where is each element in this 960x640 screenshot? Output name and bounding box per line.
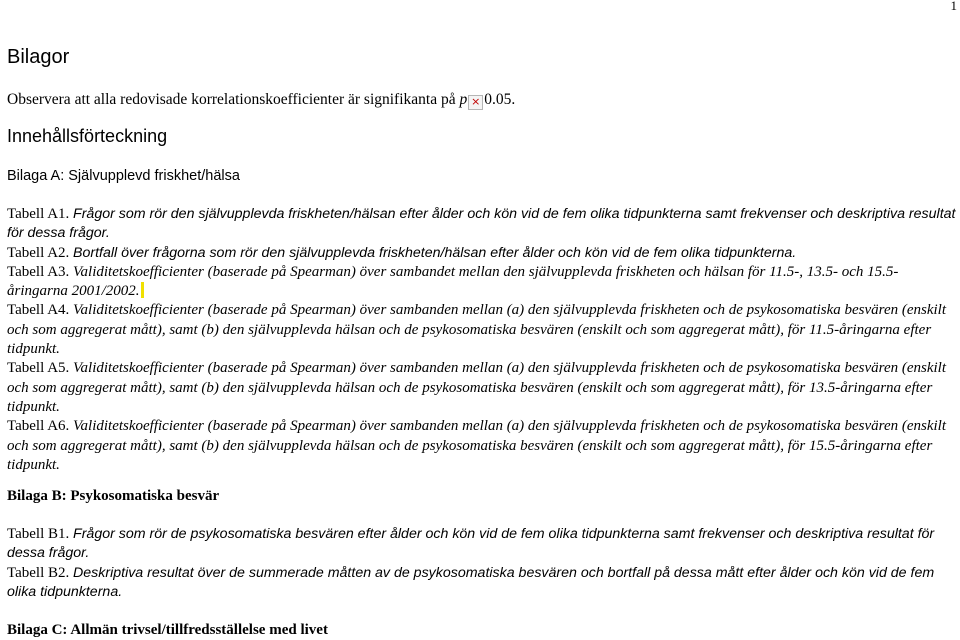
entry-text: Frågor som rör de psykosomatiska besvären efter ålder och kön vid de fem olika tidpunkterna samt frekvenser och deskriptiva resultat för dessa frågor. (7, 526, 935, 562)
toc-heading: Innehållsförteckning (7, 126, 168, 146)
toc-entry-a2[interactable] (7, 244, 959, 263)
entry-label: Tabell A5. (7, 360, 74, 377)
toc-entry-a6[interactable] (7, 417, 959, 475)
note-variable: p (459, 91, 468, 108)
toc-entry-a1[interactable] (7, 205, 959, 244)
entry-label: Tabell B2. (7, 564, 74, 581)
page-number: 1 (950, 0, 957, 13)
entry-text: Deskriptiva resultat över de summerade måtten av de psykosomatiska besvären och bortfall på dessa mått efter ålder och kön vid de fem olika tidpunkterna. (7, 564, 935, 600)
section-title-a: Bilaga A: Självupplevd friskhet/hälsa (7, 168, 240, 184)
entry-label: Tabell A3. (7, 263, 74, 280)
section-title-b: Bilaga B: Psykosomatiska besvär (7, 488, 220, 504)
toc-entry-a5[interactable] (7, 359, 959, 417)
note-text: Observera att alla redovisade korrelationskoefficienter är signifikanta på (7, 91, 460, 108)
toc-entry-a3[interactable] (7, 263, 959, 302)
entry-text: Validitetskoefficienter (baserade på Spearman) över sambanden mellan (a) den självupplevda friskheten och de psykosomatiska besvären (enskilt och som aggregerat mått), samt (b) den självupplevda hälsan och de psykosomatiska besvären (enskilt och som aggregerat mått), för 11.5-åringarna efter tidpunkt. (7, 302, 947, 358)
entry-text: Frågor som rör den självupplevda friskheten/hälsan efter ålder och kön vid de fem olika tidpunkterna samt frekvenser och deskriptiva resultat för dessa frågor. (7, 206, 956, 242)
page-heading: Bilagor (7, 46, 70, 68)
entry-label: Tabell B1. (7, 526, 74, 542)
broken-image-icon: × (468, 95, 483, 110)
entry-text: Validitetskoefficienter (baserade på Spearman) över sambanden mellan (a) den självupplevda friskheten och de psykosomatiska besvären (enskilt och som aggregerat mått), samt (b) den självupplevda hälsan och de psykosomatiska besvären (enskilt och som aggregerat mått), för 15.5-åringarna efter tidpunkt. (7, 418, 947, 473)
toc-entry-b1[interactable] (7, 525, 959, 564)
toc-entry-a4[interactable] (7, 301, 959, 359)
significance-note (7, 90, 515, 110)
text-cursor (141, 282, 144, 298)
entry-text: Bortfall över frågorna som rör den självupplevda friskheten/hälsan efter ålder och kön vid de fem olika tidpunkterna. (73, 244, 797, 261)
section-title-c: Bilaga C: Allmän trivsel/tillfredsställelse med livet (7, 622, 328, 638)
entry-label: Tabell A6. (7, 418, 74, 435)
entry-text: Validitetskoefficienter (baserade på Spearman) över sambandet mellan den självupplevda friskheten och hälsan för 11.5-, 13.5- och 15.5-åringarna 2001/2002. (7, 263, 899, 300)
entry-label: Tabell A1. (7, 206, 74, 222)
entry-text: Validitetskoefficienter (baserade på Spearman) över sambanden mellan (a) den självupplevda friskheten och de psykosomatiska besvären (enskilt och som aggregerat mått), samt (b) den självupplevda hälsan och de psykosomatiska besvären (enskilt och som aggregerat mått), för 13.5-åringarna efter tidpunkt. (7, 360, 947, 415)
toc-entry-b2[interactable] (7, 564, 959, 603)
note-value: 0.05. (484, 91, 516, 108)
entry-label: Tabell A2. (7, 244, 74, 261)
entries-a (7, 205, 959, 475)
entry-label: Tabell A4. (7, 302, 74, 319)
entries-b (7, 525, 959, 602)
